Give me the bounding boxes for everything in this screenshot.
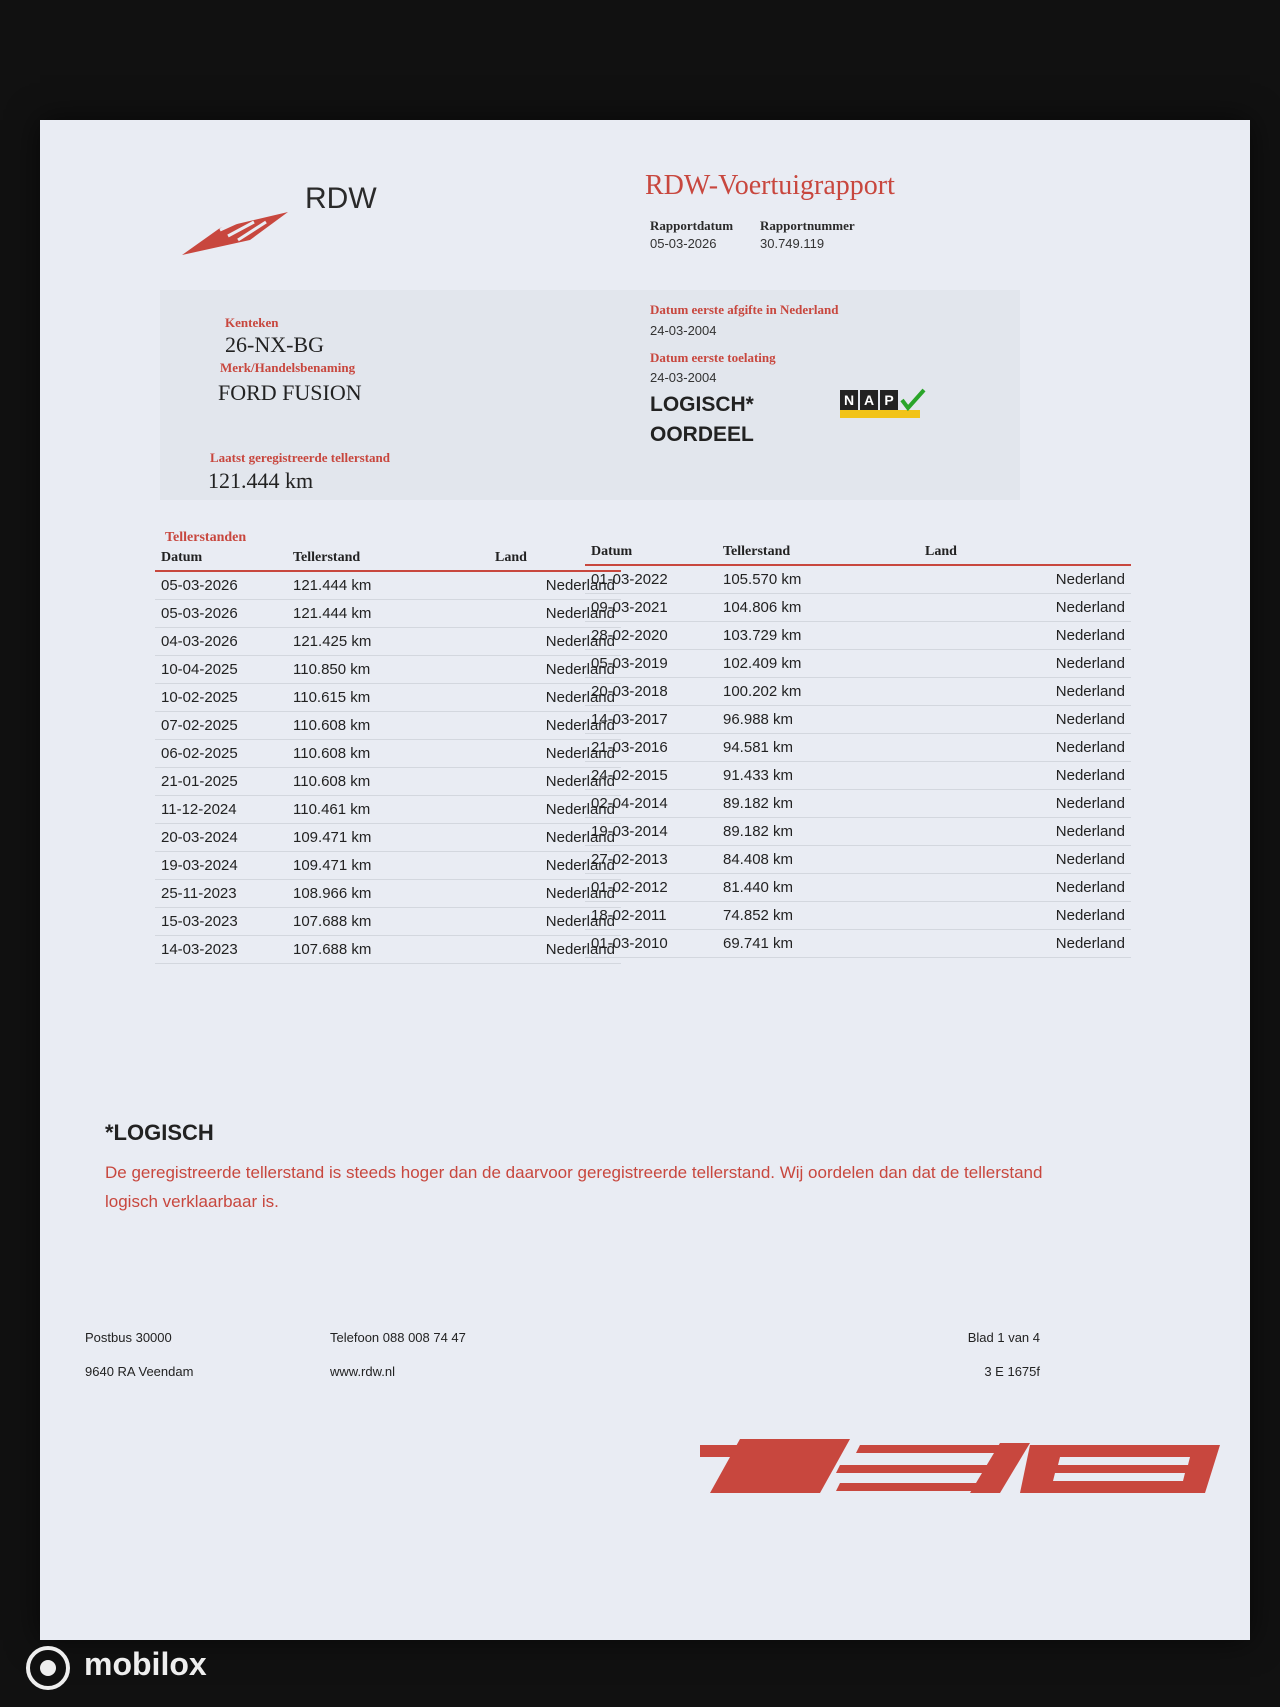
cell-land: Nederland xyxy=(489,852,621,880)
report-date: 05-03-2026 xyxy=(650,236,717,251)
cell-km: 96.988 km xyxy=(717,706,919,734)
cell-km: 109.471 km xyxy=(287,824,489,852)
cell-km: 107.688 km xyxy=(287,908,489,936)
cell-land: Nederland xyxy=(919,818,1131,846)
col-km-header: Tellerstand xyxy=(287,548,489,571)
cell-date: 09-03-2021 xyxy=(585,594,717,622)
cell-land: Nederland xyxy=(919,790,1131,818)
cell-km: 107.688 km xyxy=(287,936,489,964)
cell-date: 05-03-2019 xyxy=(585,650,717,678)
table-row xyxy=(155,768,621,796)
table-row xyxy=(155,936,621,964)
cell-date: 14-03-2023 xyxy=(155,936,287,964)
cell-land: Nederland xyxy=(919,706,1131,734)
report-paper xyxy=(40,120,1250,1640)
readings-table-right xyxy=(585,542,1131,958)
table-row xyxy=(585,706,1131,734)
cell-land: Nederland xyxy=(489,712,621,740)
cell-land: Nederland xyxy=(919,678,1131,706)
brand-name: RDW xyxy=(305,182,377,215)
first-admission-value: 24-03-2004 xyxy=(650,370,717,385)
cell-km: 100.202 km xyxy=(717,678,919,706)
plate-value: 26-NX-BG xyxy=(225,332,324,357)
cell-km: 110.608 km xyxy=(287,768,489,796)
verdict xyxy=(650,390,754,450)
footer-city: 9640 RA Veendam xyxy=(85,1364,194,1379)
table-row xyxy=(585,594,1131,622)
cell-date: 21-01-2025 xyxy=(155,768,287,796)
cell-date: 20-03-2018 xyxy=(585,678,717,706)
make-value: FORD FUSION xyxy=(218,380,362,405)
table-row xyxy=(585,930,1131,958)
rdw-logo-icon xyxy=(180,200,290,260)
cell-date: 28-02-2020 xyxy=(585,622,717,650)
nap-check-icon xyxy=(840,388,926,422)
cell-km: 104.806 km xyxy=(717,594,919,622)
cell-km: 109.471 km xyxy=(287,852,489,880)
cell-land: Nederland xyxy=(489,740,621,768)
cell-km: 121.444 km xyxy=(287,571,489,600)
cell-land: Nederland xyxy=(489,908,621,936)
cell-km: 110.850 km xyxy=(287,656,489,684)
cell-date: 14-03-2017 xyxy=(585,706,717,734)
cell-land: Nederland xyxy=(919,650,1131,678)
table-row xyxy=(585,818,1131,846)
cell-date: 04-03-2026 xyxy=(155,628,287,656)
cell-km: 105.570 km xyxy=(717,565,919,594)
verdict-line2: OORDEEL xyxy=(650,423,754,446)
table-row xyxy=(585,874,1131,902)
cell-land: Nederland xyxy=(919,874,1131,902)
cell-date: 01-03-2010 xyxy=(585,930,717,958)
cell-land: Nederland xyxy=(489,936,621,964)
cell-date: 02-04-2014 xyxy=(585,790,717,818)
footnote-title: *LOGISCH xyxy=(105,1120,214,1145)
cell-date: 01-02-2012 xyxy=(585,874,717,902)
footer-code: 3 E 1675f xyxy=(984,1364,1040,1379)
cell-km: 74.852 km xyxy=(717,902,919,930)
cell-km: 94.581 km xyxy=(717,734,919,762)
nap-letter-n: N xyxy=(843,392,855,408)
footer-web[interactable]: www.rdw.nl xyxy=(330,1364,396,1379)
cell-land: Nederland xyxy=(489,824,621,852)
table-row xyxy=(155,796,621,824)
table-row xyxy=(155,628,621,656)
cell-km: 84.408 km xyxy=(717,846,919,874)
nap-letter-p: P xyxy=(884,392,894,408)
table-row xyxy=(585,790,1131,818)
cell-date: 10-02-2025 xyxy=(155,684,287,712)
table-row xyxy=(155,880,621,908)
odometer-label: Laatst geregistreerde tellerstand xyxy=(210,450,391,465)
report-date-label: Rapportdatum xyxy=(650,218,734,233)
cell-land: Nederland xyxy=(919,762,1131,790)
table-row xyxy=(155,908,621,936)
table-row xyxy=(155,852,621,880)
cell-km: 91.433 km xyxy=(717,762,919,790)
table-row xyxy=(155,824,621,852)
first-admission-label: Datum eerste toelating xyxy=(650,350,776,365)
cell-date: 24-02-2015 xyxy=(585,762,717,790)
footer-phone: Telefoon 088 008 74 47 xyxy=(330,1330,466,1345)
cell-land: Nederland xyxy=(489,796,621,824)
footer-page: Blad 1 van 4 xyxy=(967,1330,1040,1345)
cell-date: 05-03-2026 xyxy=(155,600,287,628)
table-row xyxy=(155,684,621,712)
cell-date: 27-02-2013 xyxy=(585,846,717,874)
rdw-stripes-decoration xyxy=(700,1435,1240,1515)
table-row xyxy=(155,571,621,600)
cell-date: 05-03-2026 xyxy=(155,571,287,600)
cell-date: 18-02-2011 xyxy=(585,902,717,930)
cell-date: 07-02-2025 xyxy=(155,712,287,740)
mobilox-logo-icon xyxy=(24,1644,72,1692)
table-row xyxy=(585,650,1131,678)
table-row xyxy=(155,656,621,684)
cell-land: Nederland xyxy=(489,656,621,684)
watermark-label: mobilox xyxy=(84,1646,207,1682)
col-km-header: Tellerstand xyxy=(717,542,919,565)
cell-date: 20-03-2024 xyxy=(155,824,287,852)
report-title: RDW-Voertuigrapport xyxy=(645,170,895,201)
cell-land: Nederland xyxy=(919,734,1131,762)
cell-date: 01-03-2022 xyxy=(585,565,717,594)
cell-km: 69.741 km xyxy=(717,930,919,958)
nap-letter-a: A xyxy=(863,392,875,408)
col-date-header: Datum xyxy=(155,548,287,571)
cell-km: 102.409 km xyxy=(717,650,919,678)
cell-land: Nederland xyxy=(919,622,1131,650)
cell-km: 89.182 km xyxy=(717,818,919,846)
readings-title: Tellerstanden xyxy=(165,530,247,545)
cell-land: Nederland xyxy=(919,930,1131,958)
cell-land: Nederland xyxy=(919,565,1131,594)
table-row xyxy=(585,846,1131,874)
readings-table-left xyxy=(155,548,621,964)
cell-land: Nederland xyxy=(919,902,1131,930)
table-row xyxy=(155,740,621,768)
table-row xyxy=(585,678,1131,706)
first-nl-label: Datum eerste afgifte in Nederland xyxy=(650,302,839,317)
cell-date: 06-02-2025 xyxy=(155,740,287,768)
table-row xyxy=(585,734,1131,762)
cell-date: 25-11-2023 xyxy=(155,880,287,908)
cell-km: 81.440 km xyxy=(717,874,919,902)
cell-km: 110.608 km xyxy=(287,712,489,740)
col-land-header: Land xyxy=(919,542,1131,565)
table-row xyxy=(585,565,1131,594)
table-row xyxy=(155,712,621,740)
cell-land: Nederland xyxy=(489,571,621,600)
cell-date: 21-03-2016 xyxy=(585,734,717,762)
cell-km: 110.615 km xyxy=(287,684,489,712)
cell-land: Nederland xyxy=(489,768,621,796)
table-row xyxy=(585,762,1131,790)
table-row xyxy=(585,622,1131,650)
cell-date: 19-03-2024 xyxy=(155,852,287,880)
footer-postbus: Postbus 30000 xyxy=(85,1330,172,1345)
cell-date: 19-03-2014 xyxy=(585,818,717,846)
cell-km: 108.966 km xyxy=(287,880,489,908)
cell-land: Nederland xyxy=(489,880,621,908)
cell-km: 89.182 km xyxy=(717,790,919,818)
table-row xyxy=(585,902,1131,930)
cell-land: Nederland xyxy=(489,600,621,628)
odometer-value: 121.444 km xyxy=(208,468,314,493)
make-label: Merk/Handelsbenaming xyxy=(220,360,356,375)
col-date-header: Datum xyxy=(585,542,717,565)
cell-km: 103.729 km xyxy=(717,622,919,650)
cell-date: 15-03-2023 xyxy=(155,908,287,936)
cell-land: Nederland xyxy=(919,846,1131,874)
report-number-label: Rapportnummer xyxy=(760,218,855,233)
cell-km: 121.444 km xyxy=(287,600,489,628)
cell-land: Nederland xyxy=(919,594,1131,622)
cell-date: 11-12-2024 xyxy=(155,796,287,824)
cell-date: 10-04-2025 xyxy=(155,656,287,684)
report-number: 30.749.119 xyxy=(760,236,825,251)
table-row xyxy=(155,600,621,628)
plate-label: Kenteken xyxy=(225,315,279,330)
cell-km: 110.461 km xyxy=(287,796,489,824)
verdict-line1: LOGISCH* xyxy=(650,393,754,416)
footnote-text: De geregistreerde tellerstand is steeds hoger dan de daarvoor geregistreerde tellerstand. Wij oordelen dan dat de tellerstand logisch verklaarbaar is. xyxy=(105,1163,1043,1211)
cell-land: Nederland xyxy=(489,628,621,656)
col-land-header: Land xyxy=(489,548,621,571)
cell-land: Nederland xyxy=(489,684,621,712)
cell-km: 121.425 km xyxy=(287,628,489,656)
cell-km: 110.608 km xyxy=(287,740,489,768)
first-nl-value: 24-03-2004 xyxy=(650,323,717,338)
